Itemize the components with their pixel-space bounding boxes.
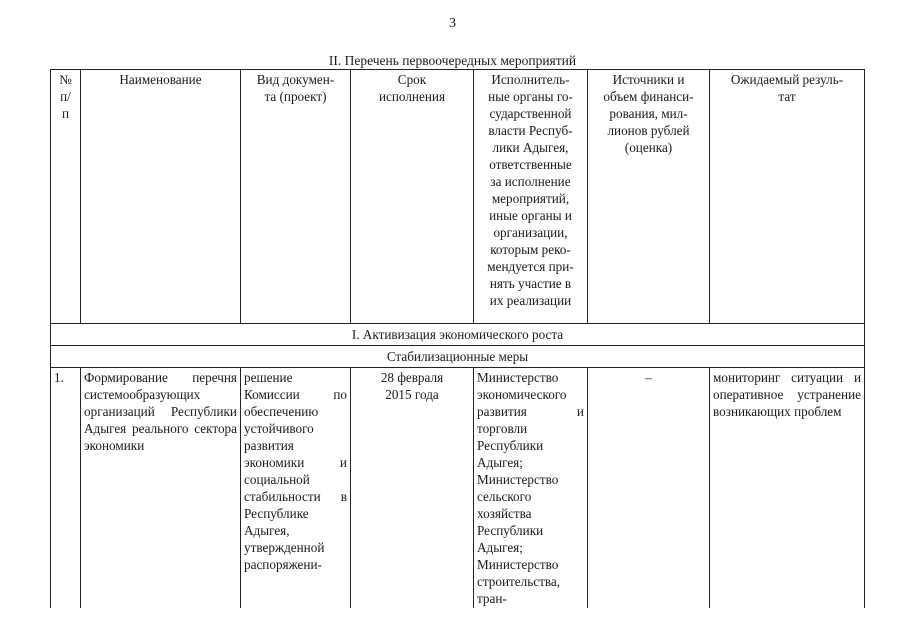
row-deadline: 28 февраля 2015 года	[351, 368, 474, 609]
group-heading-row	[51, 324, 865, 346]
row-funding: –	[588, 368, 710, 609]
page-number: 3	[449, 16, 456, 31]
row-executors: Министерство экономического развития и торговли Республики Адыгея; Министерство сельского хозяйства Республики Адыгея; Министерство строительства, тран-	[474, 368, 588, 609]
group-heading: I. Активизация экономического роста	[51, 324, 865, 346]
table-row	[51, 368, 865, 609]
header-deadline: Срок исполнения	[351, 70, 474, 324]
header-result: Ожидаемый резуль- тат	[710, 70, 865, 324]
measures-table	[50, 69, 865, 608]
header-name: Наименование	[81, 70, 241, 324]
subgroup-heading-row	[51, 346, 865, 368]
subgroup-heading: Стабилизационные меры	[51, 346, 865, 368]
row-num: 1.	[51, 368, 81, 609]
header-executors: Исполнитель- ные органы го- сударственной власти Респуб- лики Адыгея, ответственные за исполнение мероприятий, иные органы и организации, которым реко- мендуется при- нять участие в их реализации	[474, 70, 588, 324]
header-doc-type: Вид докумен- та (проект)	[241, 70, 351, 324]
header-num: № п/ п	[51, 70, 81, 324]
row-name: Формирование перечня системообразующих организаций Республики Адыгея реального сектора экономики	[81, 368, 241, 609]
table-header-row	[51, 70, 865, 324]
row-doc-type: решение Комиссии по обеспечению устойчивого развития экономики и социальной стабильности в Республике Адыгея, утвержденной распоряжени-	[241, 368, 351, 609]
section-title: II. Перечень первоочередных мероприятий	[328, 53, 577, 68]
header-funding: Источники и объем финанси- рования, мил- лионов рублей (оценка)	[588, 70, 710, 324]
row-result: мониторинг ситуации и оперативное устранение возникающих проблем	[710, 368, 865, 609]
